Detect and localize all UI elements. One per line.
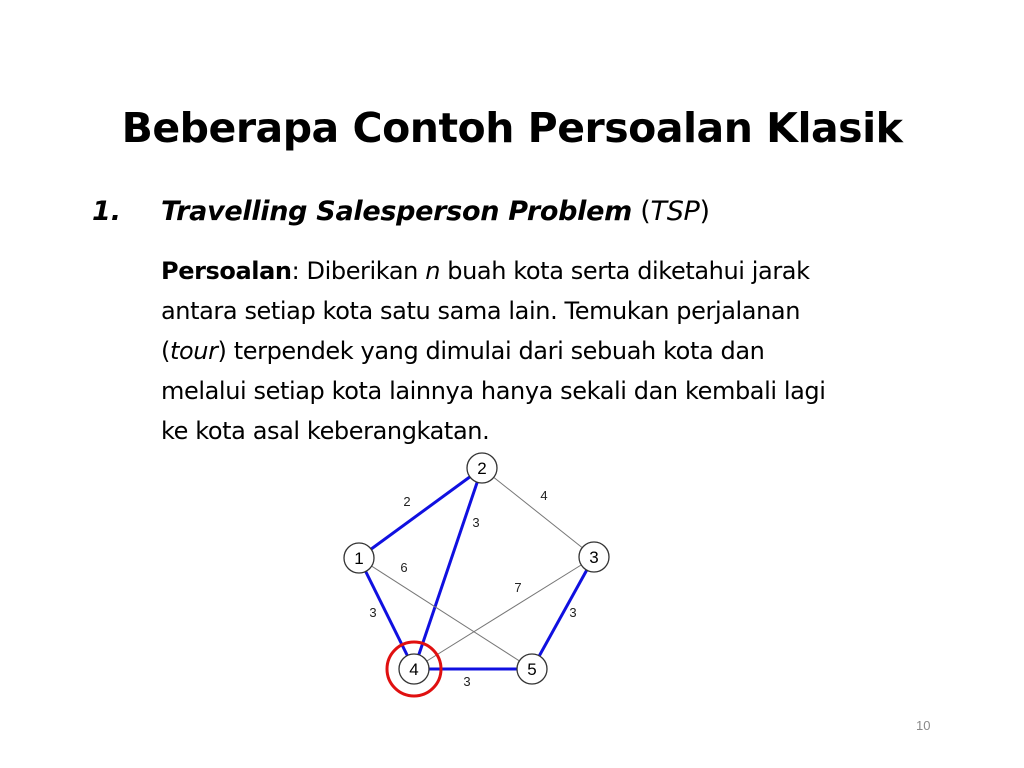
description-line-2: antara setiap kota satu sama lain. Temukan perjalanan — [161, 297, 801, 325]
edge-weight-1-4: 3 — [369, 605, 377, 620]
edge-3-5 — [532, 557, 594, 669]
node-4 — [399, 654, 429, 684]
list-item-number: 1. — [92, 196, 122, 227]
description-text: : Diberikan — [291, 257, 426, 285]
heading-paren-open: ( — [631, 196, 651, 227]
node-2 — [467, 453, 497, 483]
edge-weight-1-5: 6 — [400, 560, 408, 575]
term-tour: tour — [169, 337, 218, 365]
node-label-3: 3 — [589, 548, 599, 567]
description-text: buah kota serta diketahui jarak — [440, 257, 810, 285]
edge-1-2 — [359, 468, 482, 558]
node-label-5: 5 — [527, 660, 537, 679]
heading-problem-name: Travelling Salesperson Problem — [161, 196, 632, 227]
graph-edges — [359, 468, 594, 669]
node-1 — [344, 543, 374, 573]
page-number: 10 — [916, 718, 931, 733]
node-3 — [579, 542, 609, 572]
edge-weight-3-4: 7 — [514, 580, 522, 595]
edge-3-4 — [414, 557, 594, 669]
node-label-1: 1 — [354, 549, 364, 568]
heading-abbrev: TSP — [650, 196, 700, 227]
slide-title: Beberapa Contoh Persoalan Klasik — [121, 104, 903, 152]
heading-paren-close: ) — [699, 196, 710, 227]
description-line-5: ke kota asal keberangkatan. — [161, 417, 490, 445]
description-text: ( — [161, 337, 170, 365]
node-label-2: 2 — [477, 459, 487, 478]
description-label: Persoalan — [161, 257, 292, 285]
node-5 — [517, 654, 547, 684]
edge-weight-3-5: 3 — [569, 605, 577, 620]
node-label-4: 4 — [409, 660, 419, 679]
edge-2-3 — [482, 468, 594, 557]
edge-weight-2-4: 3 — [472, 515, 480, 530]
edge-2-4 — [414, 468, 482, 669]
variable-n: n — [425, 257, 441, 285]
edge-weight-4-5: 3 — [463, 674, 471, 689]
description-line-4: melalui setiap kota lainnya hanya sekali dan kembali lagi — [161, 377, 826, 405]
edge-weight-2-3: 4 — [540, 488, 548, 503]
description-text: ) terpendek yang dimulai dari sebuah kota dan — [217, 337, 765, 365]
edge-weight-1-2: 2 — [403, 494, 411, 509]
